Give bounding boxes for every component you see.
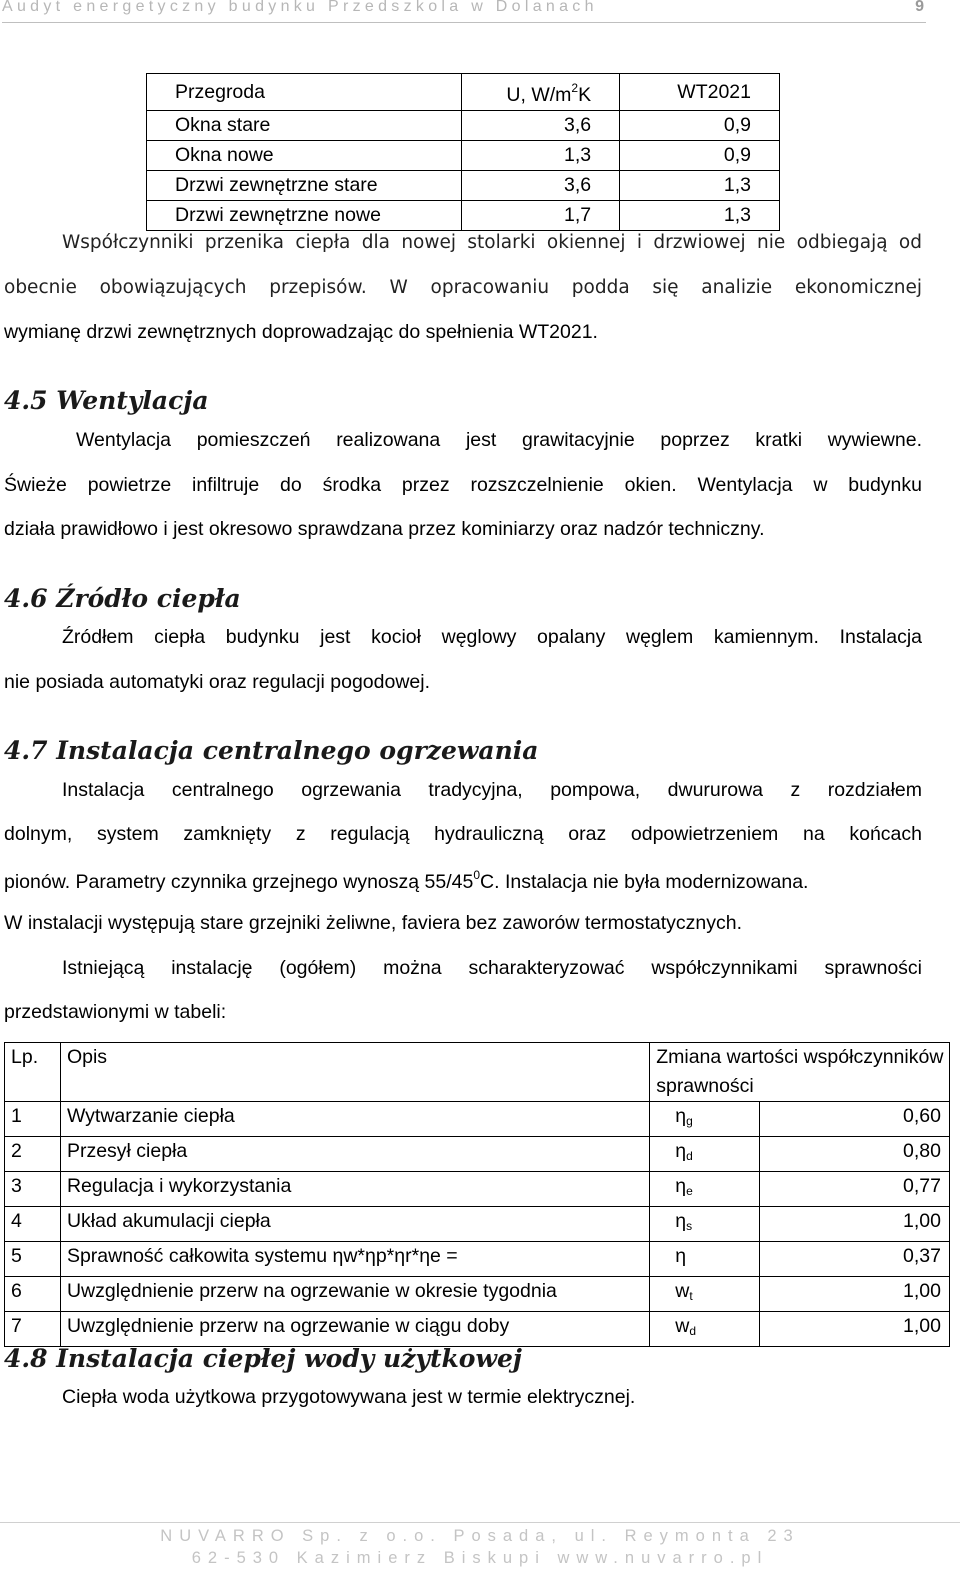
table-cell — [650, 1312, 760, 1347]
table-cell: 0,37 — [760, 1242, 950, 1277]
efficiency-table — [4, 1042, 950, 1347]
subscript: g — [686, 1114, 693, 1128]
table-cell: 4 — [5, 1207, 61, 1242]
table-row — [5, 1172, 950, 1207]
table-cell: 0,60 — [760, 1102, 950, 1137]
table-cell: 5 — [5, 1242, 61, 1277]
symbol: η — [675, 1140, 687, 1162]
paragraph-line: Źródłem ciepła budynku jest kocioł węglowy opalany węglem kamiennym. Instalacja — [62, 626, 922, 648]
table-cell — [650, 1102, 760, 1137]
table-cell: Sprawność całkowita systemu ηw*ηp*ηr*ηe = — [60, 1242, 649, 1277]
table-row — [147, 171, 780, 201]
table-row — [147, 141, 780, 171]
subscript: e — [686, 1184, 693, 1198]
subscript: s — [686, 1219, 693, 1233]
subscript: d — [689, 1324, 696, 1338]
table-cell: Uwzględnienie przerw na ogrzewanie w ciągu doby — [60, 1312, 649, 1347]
table-cell: 1,3 — [620, 201, 780, 231]
subscript: t — [689, 1289, 693, 1303]
paragraph-line: Instalacja centralnego ogrzewania tradycyjna, pompowa, dwururowa z rozdziałem — [62, 779, 922, 801]
table-cell: 3,6 — [462, 171, 620, 201]
text-run: C. Instalacja nie była modernizowana. — [480, 871, 809, 893]
table-cell: 1,00 — [760, 1207, 950, 1242]
table-cell — [650, 1207, 760, 1242]
table-header-cell: Przegroda — [147, 74, 462, 111]
table-row — [5, 1102, 950, 1137]
table-cell: 1,3 — [462, 141, 620, 171]
table-cell: 0,9 — [620, 111, 780, 141]
table-row — [147, 111, 780, 141]
paragraph-line: Współczynniki przenika ciepła dla nowej stolarki okiennej i drzwiowej nie odbiegają od — [62, 232, 922, 253]
subscript: d — [686, 1149, 693, 1163]
symbol: w — [675, 1280, 690, 1302]
table-cell: 1 — [5, 1102, 61, 1137]
text-run: pionów. Parametry czynnika grzejnego wynoszą 55/45 — [4, 871, 474, 893]
footer-line: 62-530 Kazimierz Biskupi www.nuvarro.pl — [191, 1549, 769, 1567]
table-header-row — [5, 1043, 950, 1102]
superscript: 0 — [473, 868, 481, 882]
table-cell: Regulacja i wykorzystania — [60, 1172, 649, 1207]
section-heading-4-8: 4.8 Instalacja ciepłej wody użytkowej — [4, 1344, 522, 1373]
table-cell: 7 — [5, 1312, 61, 1347]
table-row — [5, 1242, 950, 1277]
table-cell — [650, 1172, 760, 1207]
table-cell — [650, 1277, 760, 1312]
table-cell: 1,00 — [760, 1312, 950, 1347]
table-cell: 0,77 — [760, 1172, 950, 1207]
table-header-cell: Lp. — [5, 1043, 61, 1102]
symbol: η — [675, 1175, 687, 1197]
table-cell: 1,00 — [760, 1277, 950, 1312]
table-header-cell: Opis — [60, 1043, 649, 1102]
table-cell: 2 — [5, 1137, 61, 1172]
paragraph-line: obecnie obowiązujących przepisów. W opracowaniu podda się analizie ekonomicznej — [4, 277, 922, 298]
table-cell: Przesył ciepła — [60, 1137, 649, 1172]
section-heading-4-6: 4.6 Źródło ciepła — [4, 584, 241, 613]
footer-divider — [0, 1522, 960, 1523]
footer-line: NUVARRO Sp. z o.o. Posada, ul. Reymonta 23 — [160, 1527, 800, 1545]
symbol: η — [675, 1105, 687, 1127]
table-cell — [650, 1242, 760, 1277]
paragraph-line: Ciepła woda użytkowa przygotowywana jest w termie elektrycznej. — [62, 1386, 636, 1408]
table-cell — [650, 1137, 760, 1172]
table-cell: Wytwarzanie ciepła — [60, 1102, 649, 1137]
table-row — [147, 201, 780, 231]
table-cell: 0,80 — [760, 1137, 950, 1172]
table-cell: Drzwi zewnętrzne stare — [147, 171, 462, 201]
table-header-cell: U, $W/m^2K$ — [462, 74, 620, 111]
table-row — [5, 1207, 950, 1242]
symbol: η — [675, 1210, 687, 1232]
table-cell: Układ akumulacji ciepła — [60, 1207, 649, 1242]
u-value-table — [146, 73, 780, 231]
table-cell: 1,7 — [462, 201, 620, 231]
table-cell: 3,6 — [462, 111, 620, 141]
symbol: η — [675, 1245, 687, 1267]
table-cell: 0,9 — [620, 141, 780, 171]
table-header-row — [147, 74, 780, 111]
paragraph-line: przedstawionymi w tabeli: — [4, 1001, 227, 1023]
table-cell: 3 — [5, 1172, 61, 1207]
paragraph-line: W instalacji występują stare grzejniki żeliwne, faviera bez zaworów termostatycznych. — [4, 912, 743, 934]
header-title: Audyt energetyczny budynku Przedszkola w Dolanach — [2, 0, 598, 15]
table-cell: Okna nowe — [147, 141, 462, 171]
running-header — [2, 0, 926, 23]
section-heading-4-5: 4.5 Wentylacja — [4, 386, 209, 415]
page-number: 9 — [915, 0, 924, 15]
paragraph-line: Świeże powietrze infiltruje do środka przez rozszczelnienie okien. Wentylacja w budynku — [4, 474, 922, 496]
table-cell: Uwzględnienie przerw na ogrzewanie w okresie tygodnia — [60, 1277, 649, 1312]
paragraph-line — [4, 868, 808, 894]
paragraph-line: Wentylacja pomieszczeń realizowana jest grawitacyjnie poprzez kratki wywiewne. — [76, 429, 922, 451]
table-row — [5, 1137, 950, 1172]
paragraph-line: Istniejącą instalację (ogółem) można scharakteryzować współczynnikami sprawności — [62, 957, 922, 979]
table-cell: Okna stare — [147, 111, 462, 141]
table-header-cell: Zmiana wartości współczynników sprawności — [650, 1043, 950, 1102]
symbol: w — [675, 1315, 690, 1337]
table-row — [5, 1312, 950, 1347]
paragraph-line: dolnym, system zamknięty z regulacją hydrauliczną oraz odpowietrzeniem na końcach — [4, 823, 922, 845]
table-header-cell: WT2021 — [620, 74, 780, 111]
table-cell: 6 — [5, 1277, 61, 1312]
table-row — [5, 1277, 950, 1312]
section-heading-4-7: 4.7 Instalacja centralnego ogrzewania — [4, 736, 539, 765]
paragraph-line: nie posiada automatyki oraz regulacji pogodowej. — [4, 671, 431, 693]
paragraph-line: wymianę drzwi zewnętrznych doprowadzając do spełnienia WT2021. — [4, 321, 598, 343]
table-cell: 1,3 — [620, 171, 780, 201]
paragraph-line: działa prawidłowo i jest okresowo sprawdzana przez kominiarzy oraz nadzór techniczny. — [4, 518, 765, 540]
table-cell: Drzwi zewnętrzne nowe — [147, 201, 462, 231]
